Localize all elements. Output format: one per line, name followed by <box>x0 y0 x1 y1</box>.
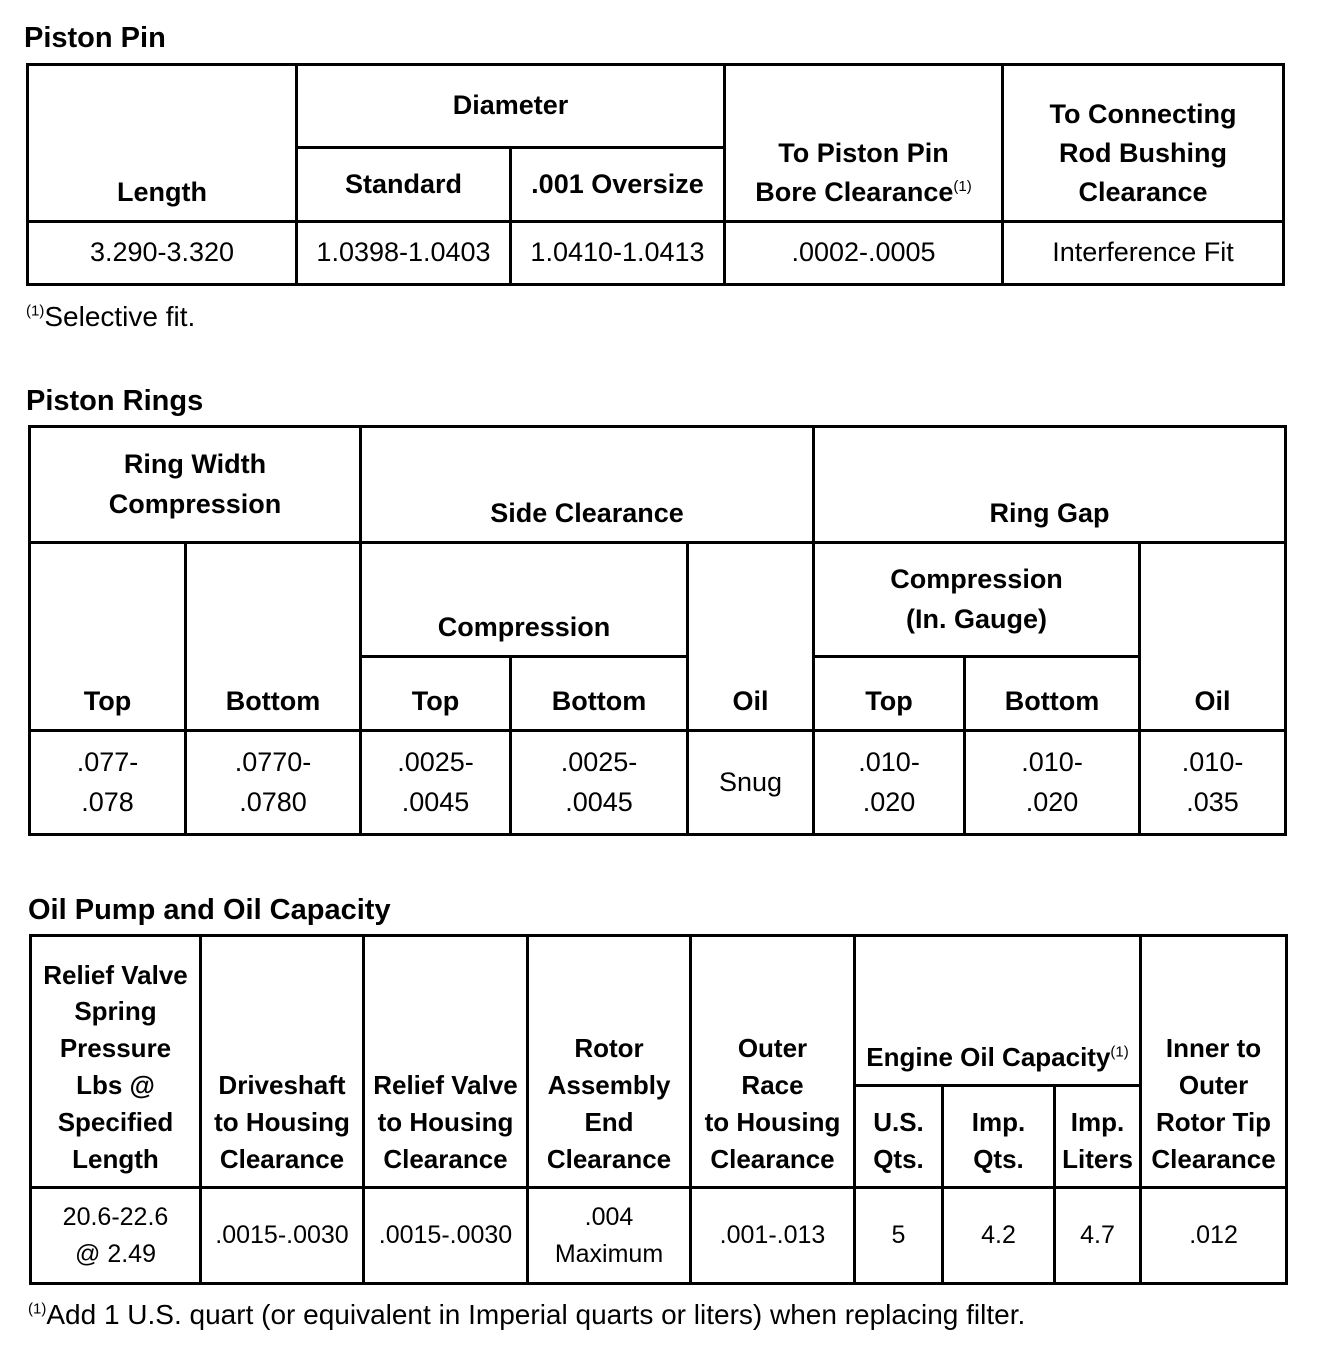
piston-rings-title: Piston Rings <box>26 385 204 417</box>
oversize-header: .001 Oversize <box>511 148 725 222</box>
oil-pump-title: Oil Pump and Oil Capacity <box>28 894 391 926</box>
bore-clearance-value: .0002-.0005 <box>725 222 1003 285</box>
width-bottom-header: Bottom <box>186 543 361 731</box>
rod-clearance-value: Interference Fit <box>1003 222 1284 285</box>
rotor-end-value: .004 Maximum <box>528 1188 691 1284</box>
us-qts-value: 5 <box>855 1188 943 1284</box>
driveshaft-header: Driveshaft to Housing Clearance <box>201 936 364 1188</box>
standard-header: Standard <box>297 148 511 222</box>
side-bottom-header: Bottom <box>511 657 688 731</box>
piston-rings-table <box>28 425 1287 836</box>
gap-oil-value: .010- .035 <box>1140 731 1286 835</box>
width-top-header: Top <box>30 543 186 731</box>
side-bottom-value: .0025- .0045 <box>511 731 688 835</box>
footnote-marker: (1) <box>1110 1043 1129 1061</box>
gap-top-header: Top <box>814 657 965 731</box>
piston-pin-table <box>26 63 1285 286</box>
standard-value: 1.0398-1.0403 <box>297 222 511 285</box>
rotor-end-header: Rotor Assembly End Clearance <box>528 936 691 1188</box>
relief-housing-header: Relief Valve to Housing Clearance <box>364 936 528 1188</box>
side-oil-header: Oil <box>688 543 814 731</box>
imp-qts-value: 4.2 <box>943 1188 1055 1284</box>
gap-bottom-value: .010- .020 <box>965 731 1140 835</box>
gap-compression-header: Compression (In. Gauge) <box>814 543 1140 657</box>
gap-oil-header: Oil <box>1140 543 1286 731</box>
relief-spring-header: Relief Valve Spring Pressure Lbs @ Specified Length <box>31 936 201 1188</box>
rod-bushing-clearance-header: To Connecting Rod Bushing Clearance <box>1003 65 1284 222</box>
rotor-tip-value: .012 <box>1141 1188 1287 1284</box>
side-clearance-header: Side Clearance <box>361 427 814 543</box>
side-top-value: .0025- .0045 <box>361 731 511 835</box>
footnote-marker: (1) <box>953 177 972 195</box>
gap-top-value: .010- .020 <box>814 731 965 835</box>
length-header: Length <box>28 65 297 222</box>
oil-pump-footnote: $^{(1)}$Add 1 U.S. quart (or equivalent in Imperial quarts or liters) when replacing filter. <box>28 1299 1026 1330</box>
oil-pump-table <box>29 934 1288 1285</box>
length-value: 3.290-3.320 <box>28 222 297 285</box>
width-top-value: .077- .078 <box>30 731 186 835</box>
footnote-marker: (1) <box>28 1300 47 1318</box>
driveshaft-value: .0015-.0030 <box>201 1188 364 1284</box>
side-oil-value: Snug <box>688 731 814 835</box>
oversize-value: 1.0410-1.0413 <box>511 222 725 285</box>
imp-liters-value: 4.7 <box>1055 1188 1141 1284</box>
bore-clearance-header: To Piston Pin Bore Clearance$^{(1)}$ <box>725 65 1003 222</box>
outer-race-value: .001-.013 <box>691 1188 855 1284</box>
relief-spring-value: 20.6-22.6 @ 2.49 <box>31 1188 201 1284</box>
outer-race-header: Outer Race to Housing Clearance <box>691 936 855 1188</box>
rotor-tip-header: Inner to Outer Rotor Tip Clearance <box>1141 936 1287 1188</box>
footnote-marker: (1) <box>26 302 45 320</box>
diameter-header: Diameter <box>297 65 725 148</box>
ring-width-header: Ring Width Compression <box>30 427 361 543</box>
us-qts-header: U.S. Qts. <box>855 1086 943 1188</box>
gap-bottom-header: Bottom <box>965 657 1140 731</box>
piston-pin-title: Piston Pin <box>24 22 166 54</box>
imp-qts-header: Imp. Qts. <box>943 1086 1055 1188</box>
piston-pin-footnote: $^{(1)}$Selective fit. <box>26 301 196 332</box>
imp-liters-header: Imp. Liters <box>1055 1086 1141 1188</box>
ring-gap-header: Ring Gap <box>814 427 1286 543</box>
side-top-header: Top <box>361 657 511 731</box>
relief-housing-value: .0015-.0030 <box>364 1188 528 1284</box>
engine-oil-capacity-header: Engine Oil Capacity$^{(1)}$ <box>855 936 1141 1086</box>
side-compression-header: Compression <box>361 543 688 657</box>
width-bottom-value: .0770- .0780 <box>186 731 361 835</box>
